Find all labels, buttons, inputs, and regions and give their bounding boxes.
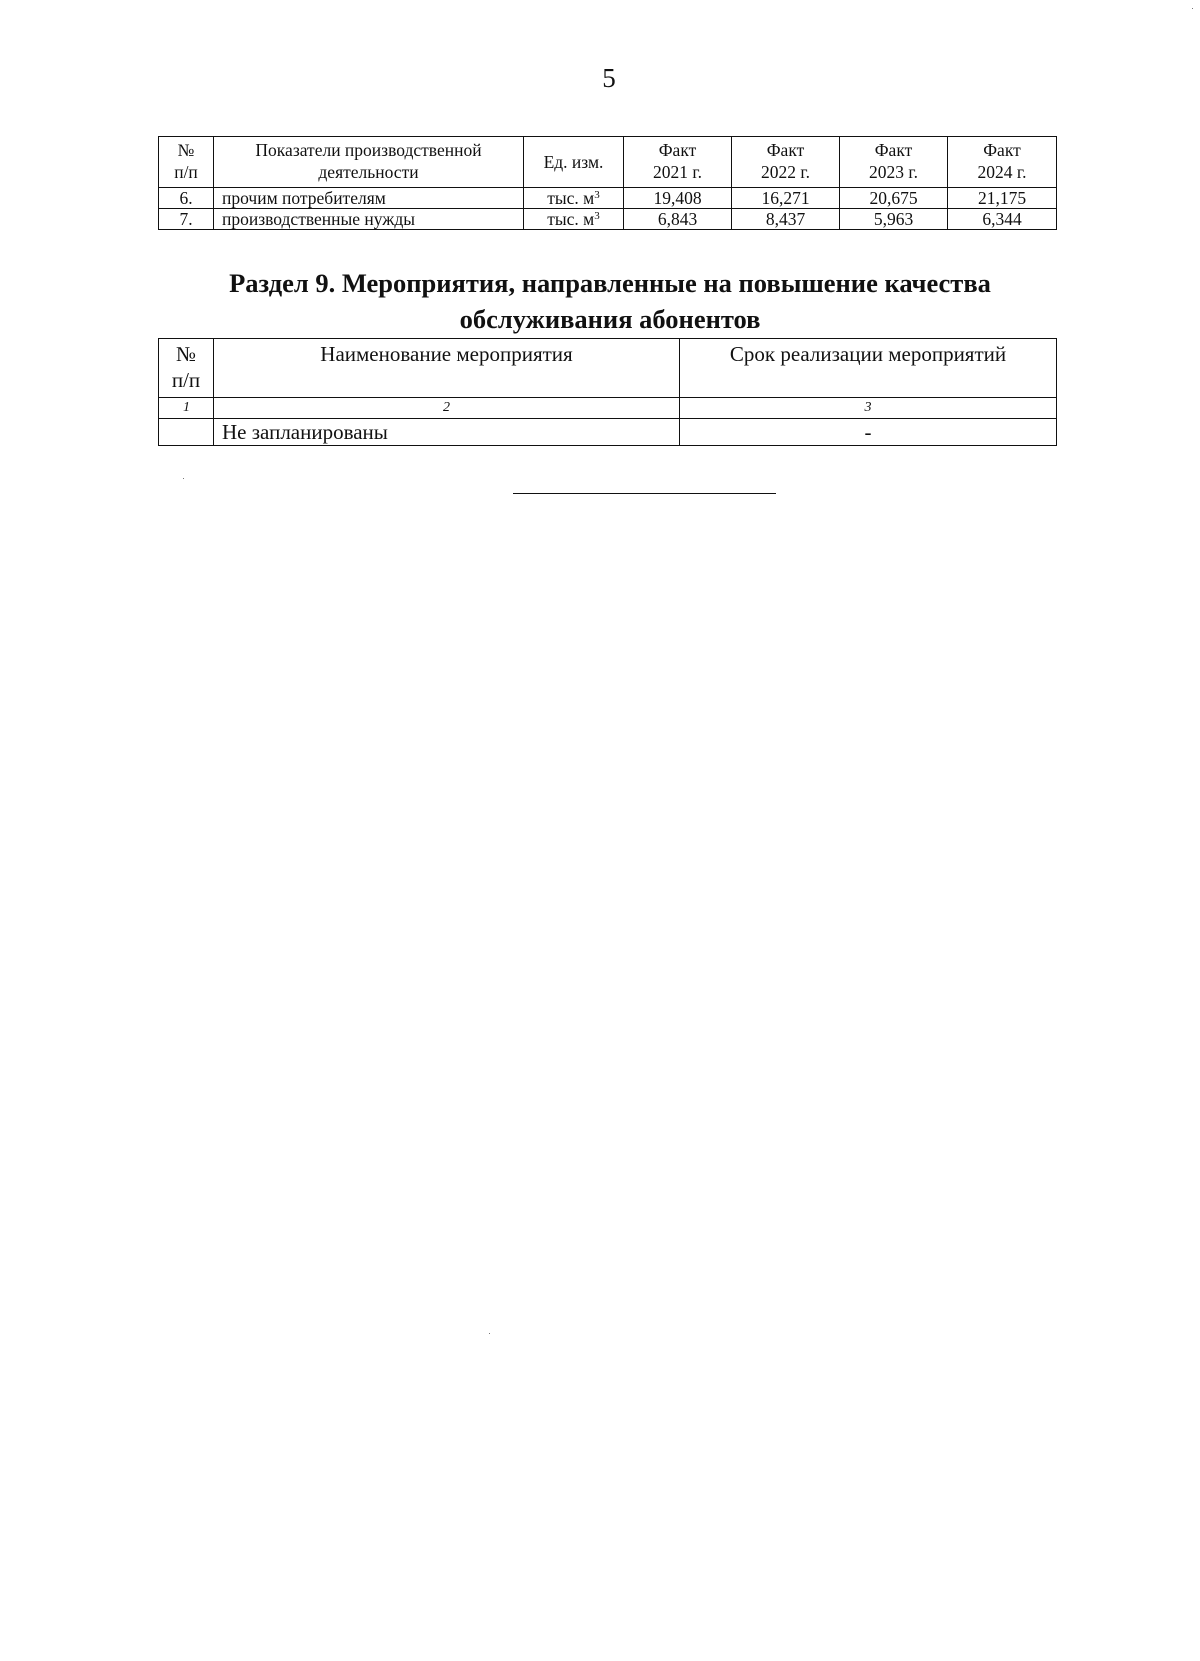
header-year-2021 — [624, 137, 732, 188]
row-indicator: прочим потребителям — [214, 188, 524, 209]
header-num-line2: п/п — [174, 162, 198, 182]
closing-divider — [513, 493, 776, 494]
table-row — [159, 188, 1057, 209]
row-unit — [524, 188, 624, 209]
measures-table — [158, 338, 1057, 446]
unit-superscript: 3 — [594, 188, 600, 201]
header-num — [159, 339, 214, 398]
header-measure-name: Наименование мероприятия — [214, 339, 680, 398]
page-number: 5 — [602, 63, 616, 93]
row-indicator: производственные нужды — [214, 209, 524, 230]
row-num: 7. — [159, 209, 214, 230]
table-header-row — [159, 137, 1057, 188]
section-9-title — [150, 265, 1070, 337]
row-value-2022: 8,437 — [732, 209, 840, 230]
row-num: 6. — [159, 188, 214, 209]
column-numbers-row — [159, 398, 1057, 419]
scan-speck — [1192, 8, 1193, 9]
column-number-1: 1 — [159, 398, 214, 419]
header-year-2023 — [840, 137, 948, 188]
row-value-2024: 6,344 — [948, 209, 1057, 230]
unit-superscript: 3 — [594, 209, 600, 222]
scan-speck — [489, 1333, 490, 1334]
header-num-line2: п/п — [171, 368, 201, 392]
table-row — [159, 419, 1057, 446]
header-indicator-line2: деятельности — [318, 162, 419, 182]
row-value-2023: 20,675 — [840, 188, 948, 209]
header-year-label: Факт — [766, 140, 805, 160]
production-indicators-table — [158, 136, 1057, 230]
row-implementation-term: - — [680, 419, 1057, 446]
section-9-title-line2: обслуживания абонентов — [459, 304, 761, 334]
header-year-value: 2021 г. — [653, 162, 702, 182]
row-value-2021: 6,843 — [624, 209, 732, 230]
header-num-line1: № — [177, 140, 195, 160]
section-9-title-line1: Раздел 9. Мероприятия, направленные на повышение качества — [229, 268, 991, 298]
row-value-2022: 16,271 — [732, 188, 840, 209]
row-unit — [524, 209, 624, 230]
row-value-2023: 5,963 — [840, 209, 948, 230]
row-value-2021: 19,408 — [624, 188, 732, 209]
header-implementation-term: Срок реализации мероприятий — [680, 339, 1057, 398]
scan-speck — [183, 478, 184, 479]
header-year-label: Факт — [874, 140, 913, 160]
table-header-row — [159, 339, 1057, 398]
header-year-value: 2023 г. — [869, 162, 918, 182]
column-number-3: 3 — [680, 398, 1057, 419]
header-year-2024 — [948, 137, 1057, 188]
header-num-line1: № — [175, 342, 197, 366]
header-year-2022 — [732, 137, 840, 188]
header-year-label: Факт — [658, 140, 697, 160]
row-value-2024: 21,175 — [948, 188, 1057, 209]
header-year-value: 2022 г. — [761, 162, 810, 182]
unit-text: тыс. м — [547, 208, 595, 229]
row-measure-name: Не запланированы — [214, 419, 680, 446]
header-unit: Ед. изм. — [524, 137, 624, 188]
header-year-value: 2024 г. — [977, 162, 1027, 182]
table-row — [159, 209, 1057, 230]
unit-text: тыс. м — [547, 187, 595, 208]
column-number-2: 2 — [214, 398, 680, 419]
header-num — [159, 137, 214, 188]
header-indicator-line1: Показатели производственной — [255, 140, 482, 160]
row-num — [159, 419, 214, 446]
header-year-label: Факт — [983, 140, 1021, 160]
header-indicator — [214, 137, 524, 188]
